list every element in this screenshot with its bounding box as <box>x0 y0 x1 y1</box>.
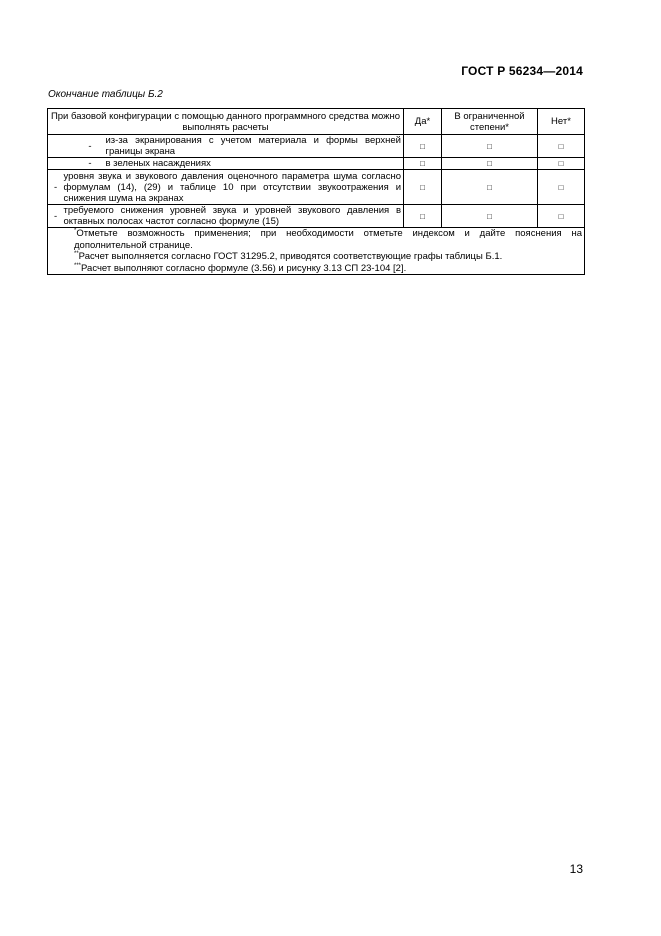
table-header-row <box>48 109 585 135</box>
table-row <box>48 135 585 158</box>
header-limited: В ограниченной степени* <box>442 109 538 135</box>
checkbox-no[interactable]: □ <box>538 170 585 205</box>
row-dash: - <box>48 135 102 158</box>
checkbox-limited[interactable]: □ <box>442 205 538 228</box>
notes-row <box>48 228 585 275</box>
checkbox-yes[interactable]: □ <box>404 170 442 205</box>
header-calculations: При базовой конфигурации с помощью данного программного средства можно выполнять расчеты <box>48 109 404 135</box>
checkbox-limited[interactable]: □ <box>442 158 538 170</box>
note-1 <box>50 228 582 251</box>
note-3-marker: *** <box>74 262 82 269</box>
row-text <box>63 205 404 228</box>
note-1-marker: * <box>74 228 77 234</box>
checkbox-limited[interactable]: □ <box>442 135 538 158</box>
checkbox-yes[interactable]: □ <box>404 158 442 170</box>
checkbox-limited[interactable]: □ <box>442 170 538 205</box>
note-2-marker: ** <box>74 251 79 257</box>
standard-designation: ГОСТ Р 56234—2014 <box>461 64 583 78</box>
row-text-content: уровня звука и звукового давления оценочного параметра шума согласно формулам (14), (29) и таблице 10 при отсутствии звукоотражения и снижения шума на экранах <box>63 170 401 204</box>
table-notes <box>48 228 585 275</box>
row-dash: - <box>48 170 102 205</box>
row-text-content: требуемого снижения уровней звука и уровней звукового давления в октавных полосах частот согласно формуле (15) <box>63 205 401 227</box>
row-dash: - <box>48 205 102 228</box>
page-number: 13 <box>569 862 583 876</box>
checkbox-yes[interactable]: □ <box>404 205 442 228</box>
row-text: из-за экранирования с учетом материала и формы верхней границы экрана <box>102 135 404 158</box>
note-2 <box>50 251 582 263</box>
row-text: в зеленых насаждениях <box>102 158 404 170</box>
note-3-text: Расчет выполняют согласно формуле (3.56) и рисунку 3.13 СП 23-104 [2]. <box>81 262 407 274</box>
checkbox-no[interactable]: □ <box>538 158 585 170</box>
table-caption: Окончание таблицы Б.2 <box>48 89 163 100</box>
header-no: Нет* <box>538 109 585 135</box>
note-2-text: Расчет выполняется согласно ГОСТ 31295.2, приводятся соответствующие графы таблицы Б.1. <box>78 251 503 262</box>
header-yes: Да* <box>404 109 442 135</box>
data-table <box>47 108 585 275</box>
table-row <box>48 205 585 228</box>
table-row <box>48 170 585 205</box>
note-3 <box>50 263 582 275</box>
note-1-text: Отметьте возможность применения; при необходимости отметьте индексом и дайте пояснения на дополнительной странице. <box>74 228 582 251</box>
checkbox-no[interactable]: □ <box>538 205 585 228</box>
table-row <box>48 158 585 170</box>
row-text <box>63 170 404 205</box>
checkbox-no[interactable]: □ <box>538 135 585 158</box>
row-dash: - <box>48 158 102 170</box>
checkbox-yes[interactable]: □ <box>404 135 442 158</box>
